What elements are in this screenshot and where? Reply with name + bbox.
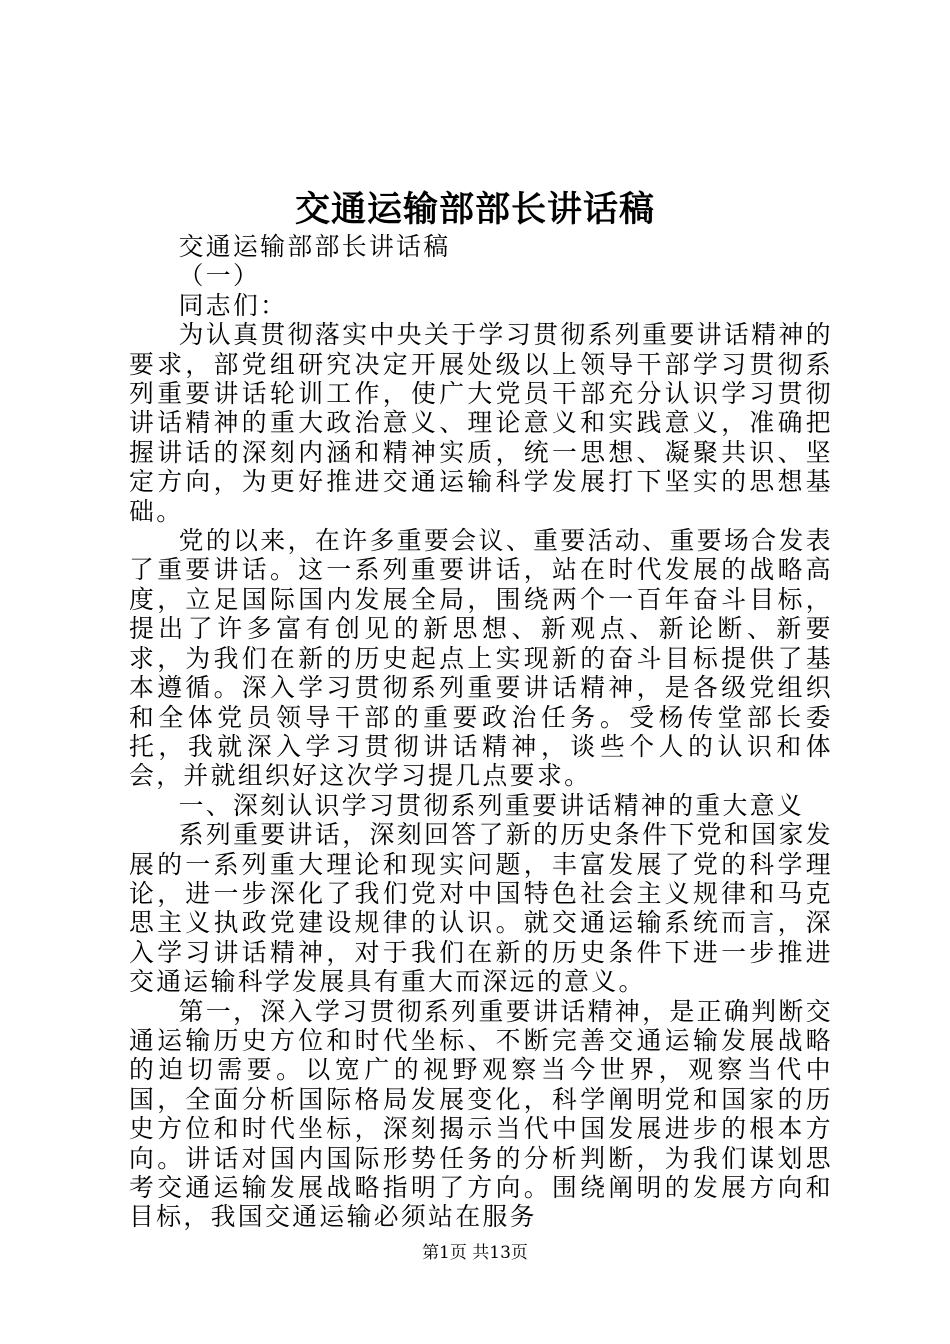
paragraph: 为认真贯彻落实中央关于学习贯彻系列重要讲话精神的要求，部党组研究决定开展处级以上领导干部学习贯彻系列重要讲话轮训工作，使广大党员干部充分认识学习贯彻讲话精神的重大政治意义、理论意义和实践意义，准确把握讲话的深刻内涵和精神实质，统一思想、凝聚共识、坚定方向，为更好推进交通运输科学发展打下坚实的思想基础。 [129, 320, 833, 526]
paragraph-subtitle: 交通运输部部长讲话稿 [178, 232, 451, 261]
page-footer: 第1页 共13页 [422, 1243, 528, 1263]
section-heading: 一、深刻认识学习贯彻系列重要讲话精神的重大意义 [178, 790, 805, 820]
paragraph: 第一，深入学习贯彻系列重要讲话精神，是正确判断交通运输历史方位和时代坐标、不断完善交通运输发展战略的迫切需要。以宽广的视野观察当今世界，观察当代中国，全面分析国际格局发展变化，科学阐明党和国家的历史方位和时代坐标，深刻揭示当代中国发展进步的根本方向。讲话对国内国际形势任务的分析判断，为我们谋划思考交通运输发展战略指明了方向。围绕阐明的发展方向和目标，我国交通运输必须站在服务 [129, 996, 833, 1232]
paragraph: 系列重要讲话，深刻回答了新的历史条件下党和国家发展的一系列重大理论和现实问题，丰富发展了党的科学理论，进一步深化了我们党对中国特色社会主义规律和马克思主义执政党建设规律的认识。就交通运输系统而言，深入学习讲话精神，对于我们在新的历史条件下进一步推进交通运输科学发展具有重大而深远的意义。 [129, 820, 833, 997]
document-title: 交通运输部部长讲话稿 [294, 189, 655, 230]
paragraph: 党的以来，在许多重要会议、重要活动、重要场合发表了重要讲话。这一系列重要讲话，站在时代发展的战略高度，立足国际国内发展全局，围绕两个一百年奋斗目标，提出了许多富有创见的新思想、新观点、新论断、新要求，为我们在新的历史起点上实现新的奋斗目标提供了基本遵循。深入学习贯彻系列重要讲话精神，是各级党组织和全体党员领导干部的重要政治任务。受杨传堂部长委托，我就深入学习贯彻讲话精神，谈些个人的认识和体会，并就组织好这次学习提几点要求。 [129, 526, 833, 791]
document-body [129, 232, 833, 1232]
paragraph-salutation: 同志们： [178, 290, 288, 320]
paragraph-section-number: （一） [178, 261, 261, 291]
